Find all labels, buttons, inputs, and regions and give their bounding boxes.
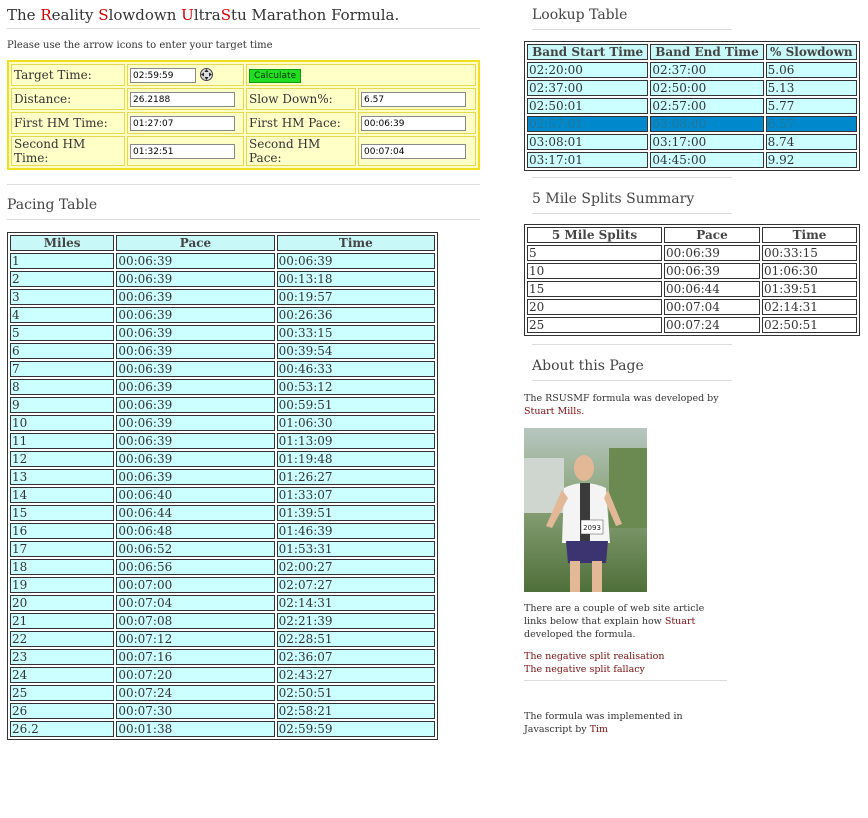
pacing-row-cell: 22 bbox=[10, 631, 114, 647]
pacing-row-cell: 01:53:31 bbox=[277, 541, 435, 557]
splits-row-cell: 00:06:39 bbox=[664, 245, 760, 261]
pacing-row-cell: 18 bbox=[10, 559, 114, 575]
splits-row-cell: 15 bbox=[527, 281, 662, 297]
target-time-label: Target Time: bbox=[11, 64, 125, 86]
splits-row bbox=[527, 299, 857, 315]
title-part: The bbox=[7, 6, 41, 24]
lookup-row-cell: 02:50:00 bbox=[650, 80, 763, 96]
pacing-row-cell: 00:06:39 bbox=[116, 397, 274, 413]
lookup-row-cell: 02:37:00 bbox=[650, 62, 763, 78]
distance-label: Distance: bbox=[11, 88, 125, 110]
first-hm-time-label: First HM Time: bbox=[11, 112, 125, 134]
pacing-row-cell: 00:06:39 bbox=[116, 343, 274, 359]
pacing-row-cell: 02:07:27 bbox=[277, 577, 435, 593]
photo-bib-number: 2093 bbox=[583, 524, 601, 532]
pacing-table bbox=[7, 232, 438, 740]
splits-row-cell: 01:39:51 bbox=[762, 281, 857, 297]
pacing-row bbox=[10, 325, 435, 341]
pacing-row-cell: 00:07:04 bbox=[116, 595, 274, 611]
splits-table bbox=[524, 224, 860, 336]
divider bbox=[532, 344, 732, 345]
pacing-row-cell: 25 bbox=[10, 685, 114, 701]
pacing-row-cell: 00:06:39 bbox=[277, 253, 435, 269]
lookup-row bbox=[527, 134, 857, 150]
pacing-row-cell: 02:36:07 bbox=[277, 649, 435, 665]
about-paragraph-3 bbox=[524, 710, 729, 736]
lookup-row-cell: 03:17:01 bbox=[527, 152, 648, 168]
pacing-row-cell: 00:06:39 bbox=[116, 379, 274, 395]
pacing-row bbox=[10, 649, 435, 665]
pacing-table-title: Pacing Table bbox=[7, 197, 98, 213]
pacing-row-cell: 00:06:39 bbox=[116, 253, 274, 269]
pacing-row-cell: 1 bbox=[10, 253, 114, 269]
second-hm-time-cell bbox=[127, 136, 244, 166]
title-part: U bbox=[181, 6, 194, 24]
runner-photo bbox=[524, 428, 647, 592]
left-column bbox=[7, 0, 480, 740]
first-hm-pace-cell bbox=[358, 112, 476, 134]
calculate-cell bbox=[246, 64, 476, 86]
splits-row-cell: 00:33:15 bbox=[762, 245, 857, 261]
pacing-row-cell: 00:33:15 bbox=[277, 325, 435, 341]
pacing-row bbox=[10, 613, 435, 629]
second-hm-pace-cell bbox=[358, 136, 476, 166]
lookup-row bbox=[527, 152, 857, 168]
splits-row-cell: 01:06:30 bbox=[762, 263, 857, 279]
divider bbox=[7, 184, 480, 185]
splits-header-pace: Pace bbox=[664, 227, 760, 243]
pacing-row-cell: 02:00:27 bbox=[277, 559, 435, 575]
pacing-row-cell: 13 bbox=[10, 469, 114, 485]
lookup-row-cell: 5.06 bbox=[766, 62, 857, 78]
pacing-row bbox=[10, 703, 435, 719]
pacing-row-cell: 00:01:38 bbox=[116, 721, 274, 737]
pacing-row bbox=[10, 559, 435, 575]
divider bbox=[532, 29, 732, 30]
pacing-row-cell: 00:39:54 bbox=[277, 343, 435, 359]
pacing-row-cell: 00:46:33 bbox=[277, 361, 435, 377]
divider bbox=[532, 380, 732, 381]
pacing-row-cell: 02:58:21 bbox=[277, 703, 435, 719]
lookup-row bbox=[527, 80, 857, 96]
pacing-row-cell: 6 bbox=[10, 343, 114, 359]
pacing-row-cell: 00:06:39 bbox=[116, 307, 274, 323]
splits-row-cell: 10 bbox=[527, 263, 662, 279]
pacing-row bbox=[10, 721, 435, 737]
second-hm-time-input[interactable] bbox=[130, 144, 235, 159]
pacing-row-cell: 00:06:39 bbox=[116, 361, 274, 377]
page-title bbox=[7, 6, 480, 28]
pacing-row-cell: 01:46:39 bbox=[277, 523, 435, 539]
pacing-row-cell: 00:06:40 bbox=[116, 487, 274, 503]
pacing-header-time: Time bbox=[277, 235, 435, 251]
pacing-row-cell: 8 bbox=[10, 379, 114, 395]
lookup-row-cell: 9.92 bbox=[766, 152, 857, 168]
tim-link[interactable]: Tim bbox=[589, 724, 609, 735]
splits-row bbox=[527, 317, 857, 333]
pacing-row bbox=[10, 253, 435, 269]
pacing-row-cell: 00:19:57 bbox=[277, 289, 435, 305]
lookup-row-cell: 03:08:01 bbox=[527, 134, 648, 150]
about-paragraph-2 bbox=[524, 602, 729, 641]
splits-row-cell: 20 bbox=[527, 299, 662, 315]
pacing-row-cell: 00:07:08 bbox=[116, 613, 274, 629]
splits-row bbox=[527, 281, 857, 297]
divider bbox=[532, 213, 732, 214]
pacing-header-pace: Pace bbox=[116, 235, 274, 251]
lookup-header-slowdown: % Slowdown bbox=[766, 44, 857, 60]
pacing-row bbox=[10, 379, 435, 395]
second-hm-pace-input[interactable] bbox=[361, 144, 466, 159]
pacing-row-cell: 9 bbox=[10, 397, 114, 413]
pacing-row bbox=[10, 469, 435, 485]
pacing-row-cell: 01:39:51 bbox=[277, 505, 435, 521]
title-part: eality bbox=[51, 6, 99, 24]
splits-title: 5 Mile Splits Summary bbox=[532, 191, 695, 207]
pacing-row bbox=[10, 685, 435, 701]
pacing-row bbox=[10, 415, 435, 431]
about-paragraph-1 bbox=[524, 392, 729, 418]
pacing-row-cell: 00:06:39 bbox=[116, 289, 274, 305]
splits-row-cell: 00:06:44 bbox=[664, 281, 760, 297]
pacing-row-cell: 00:06:48 bbox=[116, 523, 274, 539]
second-hm-pace-label: Second HM Pace: bbox=[246, 136, 356, 166]
pacing-row-cell: 14 bbox=[10, 487, 114, 503]
slowdown-input[interactable] bbox=[361, 92, 466, 107]
pacing-row-cell: 00:06:39 bbox=[116, 433, 274, 449]
spinner-arrows-icon[interactable] bbox=[200, 68, 213, 81]
pacing-row-cell: 02:50:51 bbox=[277, 685, 435, 701]
lookup-table bbox=[524, 41, 860, 171]
pacing-row-cell: 02:59:59 bbox=[277, 721, 435, 737]
lookup-row-cell: 5.77 bbox=[766, 98, 857, 114]
negative-split-fallacy-link[interactable]: The negative split fallacy bbox=[524, 664, 645, 675]
pacing-row bbox=[10, 595, 435, 611]
pacing-row bbox=[10, 451, 435, 467]
pacing-row-cell: 4 bbox=[10, 307, 114, 323]
pacing-row-cell: 10 bbox=[10, 415, 114, 431]
stuart-link[interactable]: Stuart bbox=[664, 616, 696, 627]
pacing-row bbox=[10, 667, 435, 683]
pacing-row-cell: 00:06:39 bbox=[116, 271, 274, 287]
about-text: The formula was implemented in Javascript by bbox=[524, 711, 683, 735]
pacing-row-cell: 00:07:16 bbox=[116, 649, 274, 665]
splits-row-cell: 5 bbox=[527, 245, 662, 261]
pacing-row-cell: 01:06:30 bbox=[277, 415, 435, 431]
instructions: Please use the arrow icons to enter your target time bbox=[7, 40, 273, 51]
pacing-row-cell: 00:07:00 bbox=[116, 577, 274, 593]
pacing-row bbox=[10, 487, 435, 503]
pacing-row bbox=[10, 307, 435, 323]
pacing-row-cell: 00:06:52 bbox=[116, 541, 274, 557]
lookup-table-title: Lookup Table bbox=[532, 7, 628, 23]
pacing-row-cell: 00:06:39 bbox=[116, 415, 274, 431]
pacing-row bbox=[10, 577, 435, 593]
divider bbox=[7, 28, 480, 29]
lookup-row-cell: 04:45:00 bbox=[650, 152, 763, 168]
pacing-row bbox=[10, 505, 435, 521]
calculator-form bbox=[7, 60, 480, 170]
pacing-row-cell: 24 bbox=[10, 667, 114, 683]
pacing-row-cell: 26.2 bbox=[10, 721, 114, 737]
splits-row-cell: 00:07:24 bbox=[664, 317, 760, 333]
target-time-input[interactable] bbox=[130, 68, 196, 83]
pacing-row-cell: 00:06:39 bbox=[116, 451, 274, 467]
lookup-row-cell: 03:17:00 bbox=[650, 134, 763, 150]
splits-header-splits: 5 Mile Splits bbox=[527, 227, 662, 243]
about-text: There are a couple of web site article links below that explain how bbox=[524, 603, 705, 627]
pacing-row bbox=[10, 523, 435, 539]
pacing-row-cell: 00:07:20 bbox=[116, 667, 274, 683]
pacing-row-cell: 01:13:09 bbox=[277, 433, 435, 449]
pacing-row bbox=[10, 289, 435, 305]
first-hm-time-cell bbox=[127, 112, 244, 134]
divider bbox=[524, 680, 727, 681]
lookup-row-cell: 02:57:01 bbox=[527, 116, 648, 132]
stuart-mills-link[interactable]: Stuart Mills. bbox=[524, 406, 585, 417]
splits-row-cell: 02:14:31 bbox=[762, 299, 857, 315]
pacing-row-cell: 3 bbox=[10, 289, 114, 305]
lookup-row-cell: 02:57:00 bbox=[650, 98, 763, 114]
pacing-row-cell: 17 bbox=[10, 541, 114, 557]
pacing-row-cell: 00:26:36 bbox=[277, 307, 435, 323]
pacing-row-cell: 00:06:56 bbox=[116, 559, 274, 575]
splits-row-cell: 02:50:51 bbox=[762, 317, 857, 333]
pacing-row bbox=[10, 433, 435, 449]
pacing-row-cell: 00:06:39 bbox=[116, 325, 274, 341]
pacing-row bbox=[10, 541, 435, 557]
pacing-row-cell: 12 bbox=[10, 451, 114, 467]
title-part: lowdown bbox=[108, 6, 182, 24]
pacing-row bbox=[10, 631, 435, 647]
about-section bbox=[524, 392, 729, 736]
lookup-header-start: Band Start Time bbox=[527, 44, 648, 60]
pacing-row-cell: 02:14:31 bbox=[277, 595, 435, 611]
splits-header-time: Time bbox=[762, 227, 857, 243]
article-links bbox=[524, 650, 729, 676]
splits-row-cell: 00:07:04 bbox=[664, 299, 760, 315]
title-part: R bbox=[40, 6, 52, 24]
pacing-row-cell: 00:06:44 bbox=[116, 505, 274, 521]
pacing-row-cell: 00:07:12 bbox=[116, 631, 274, 647]
title-part: S bbox=[98, 6, 109, 24]
pacing-row-cell: 00:06:39 bbox=[116, 469, 274, 485]
pacing-row bbox=[10, 361, 435, 377]
pacing-row-cell: 00:13:18 bbox=[277, 271, 435, 287]
lookup-row-cell: 5.13 bbox=[766, 80, 857, 96]
pacing-row-cell: 02:43:27 bbox=[277, 667, 435, 683]
about-text: developed the formula. bbox=[524, 629, 636, 640]
lookup-row-cell: 6.57 bbox=[766, 116, 857, 132]
divider bbox=[7, 219, 480, 220]
lookup-header-end: Band End Time bbox=[650, 44, 763, 60]
pacing-row-cell: 15 bbox=[10, 505, 114, 521]
second-hm-time-label: Second HM Time: bbox=[11, 136, 125, 166]
pacing-row-cell: 19 bbox=[10, 577, 114, 593]
pacing-row-cell: 00:07:24 bbox=[116, 685, 274, 701]
lookup-row-cell: 03:08:00 bbox=[650, 116, 763, 132]
pacing-row-cell: 11 bbox=[10, 433, 114, 449]
pacing-row-cell: 01:33:07 bbox=[277, 487, 435, 503]
negative-split-realisation-link[interactable]: The negative split realisation bbox=[524, 651, 665, 662]
pacing-row-cell: 00:07:30 bbox=[116, 703, 274, 719]
divider bbox=[532, 177, 732, 178]
pacing-row-cell: 16 bbox=[10, 523, 114, 539]
splits-row bbox=[527, 245, 857, 261]
title-part: ltra bbox=[193, 6, 221, 24]
pacing-row-cell: 00:53:12 bbox=[277, 379, 435, 395]
pacing-row-cell: 00:59:51 bbox=[277, 397, 435, 413]
pacing-row-cell: 2 bbox=[10, 271, 114, 287]
about-title: About this Page bbox=[532, 358, 644, 374]
slowdown-label: Slow Down%: bbox=[246, 88, 356, 110]
pacing-row-cell: 02:21:39 bbox=[277, 613, 435, 629]
lookup-row bbox=[527, 98, 857, 114]
title-part: tu Marathon Formula. bbox=[231, 6, 400, 24]
pacing-row-cell: 23 bbox=[10, 649, 114, 665]
right-column bbox=[524, 0, 864, 736]
pacing-header-miles: Miles bbox=[10, 235, 114, 251]
lookup-row-cell: 8.74 bbox=[766, 134, 857, 150]
pacing-row-cell: 21 bbox=[10, 613, 114, 629]
lookup-row-cell: 02:50:01 bbox=[527, 98, 648, 114]
first-hm-time-input[interactable] bbox=[130, 116, 235, 131]
lookup-row-cell: 02:37:00 bbox=[527, 80, 648, 96]
splits-row-cell: 25 bbox=[527, 317, 662, 333]
lookup-row bbox=[527, 62, 857, 78]
title-part: S bbox=[220, 6, 232, 24]
splits-row-cell: 00:06:39 bbox=[664, 263, 760, 279]
pacing-row-cell: 5 bbox=[10, 325, 114, 341]
first-hm-pace-label: First HM Pace: bbox=[246, 112, 356, 134]
pacing-row-cell: 01:19:48 bbox=[277, 451, 435, 467]
distance-input[interactable] bbox=[130, 92, 235, 107]
pacing-row-cell: 26 bbox=[10, 703, 114, 719]
first-hm-pace-input[interactable] bbox=[361, 116, 466, 131]
pacing-row-cell: 01:26:27 bbox=[277, 469, 435, 485]
pacing-row bbox=[10, 343, 435, 359]
pacing-row-cell: 02:28:51 bbox=[277, 631, 435, 647]
lookup-row bbox=[527, 116, 857, 132]
pacing-row bbox=[10, 271, 435, 287]
pacing-row-cell: 20 bbox=[10, 595, 114, 611]
slowdown-cell bbox=[358, 88, 476, 110]
about-text: The RSUSMF formula was developed by bbox=[524, 393, 719, 404]
pacing-row bbox=[10, 397, 435, 413]
splits-row bbox=[527, 263, 857, 279]
target-time-cell bbox=[127, 64, 244, 86]
pacing-row-cell: 7 bbox=[10, 361, 114, 377]
calculate-button[interactable]: Calculate bbox=[249, 69, 301, 83]
lookup-row-cell: 02:20:00 bbox=[527, 62, 648, 78]
distance-cell bbox=[127, 88, 244, 110]
